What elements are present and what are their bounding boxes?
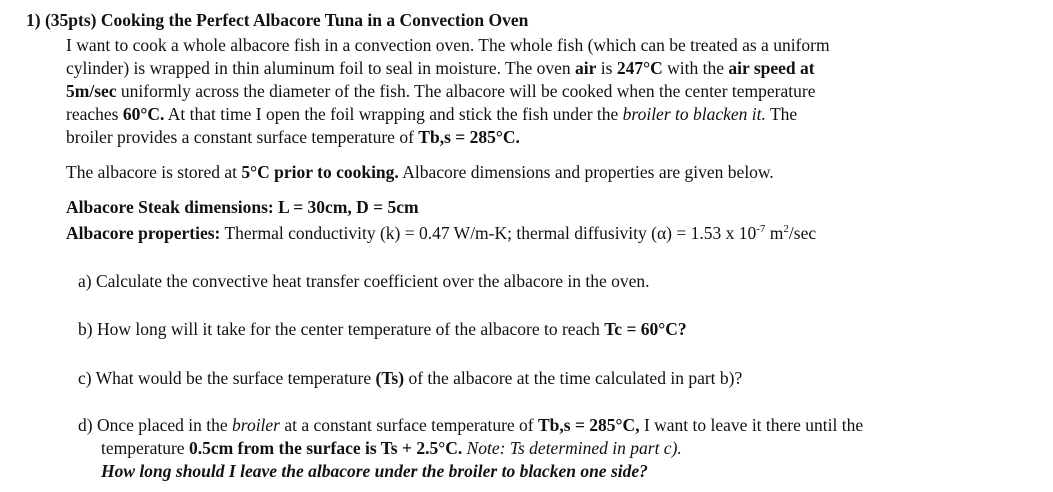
part-d-italic: Note: Ts determined in part c). <box>466 438 682 458</box>
dimensions-line <box>66 196 419 219</box>
dimensions-value: L = 30cm, D = 5cm <box>278 197 419 217</box>
intro-text: is <box>600 58 613 78</box>
question-points: (35pts) <box>44 10 97 30</box>
intro-line-4 <box>66 103 797 126</box>
part-b-text: b) How long will it take for the center temperature of the albacore to reach <box>78 319 600 339</box>
intro-text: uniformly across the diameter of the fish. The albacore will be cooked when the center temperature <box>120 81 816 101</box>
part-d-text: d) Once placed in the <box>78 415 228 435</box>
properties-unit: m <box>769 223 784 243</box>
intro-bold: air speed at <box>728 58 815 78</box>
intro-text: cylinder) is wrapped in thin aluminum foil to seal in moisture. The oven <box>66 58 571 78</box>
intro-bold: 247°C <box>616 58 663 78</box>
intro-text: At that time I open the foil wrapping and stick the fish under the <box>167 104 619 124</box>
part-c-text: c) What would be the surface temperature <box>78 368 372 388</box>
part-c <box>78 367 742 390</box>
storage-line <box>66 161 774 184</box>
intro-line-3 <box>66 80 815 103</box>
intro-text: broiler provides a constant surface temperature of <box>66 127 414 147</box>
part-d-line-1 <box>78 414 863 437</box>
properties-label: Albacore properties: <box>66 223 221 243</box>
intro-text: reaches <box>66 104 119 124</box>
problem-title <box>26 9 528 32</box>
intro-bold: 60°C. <box>122 104 165 124</box>
intro-line-5 <box>66 126 520 149</box>
intro-text: I want to cook a whole albacore fish in a convection oven. The whole fish (which can be treated as a uniform <box>66 35 830 55</box>
part-d-bold: 0.5cm from the surface is Ts + 2.5°C. <box>188 438 463 458</box>
part-d-text: I want to leave it there until the <box>643 415 864 435</box>
part-b <box>78 318 687 341</box>
storage-bold: 5°C prior to cooking. <box>241 162 399 182</box>
part-d-question: How long should I leave the albacore under the broiler to blacken one side? <box>101 461 648 481</box>
part-a-text: a) Calculate the convective heat transfer coefficient over the albacore in the oven. <box>78 271 650 291</box>
question-title: Cooking the Perfect Albacore Tuna in a Convection Oven <box>100 10 529 30</box>
properties-text: Thermal conductivity (k) = 0.47 W/m-K; thermal diffusivity (α) = 1.53 x 10 <box>224 223 757 243</box>
storage-text: Albacore dimensions and properties are given below. <box>402 162 774 182</box>
intro-line-1 <box>66 34 830 57</box>
properties-unit-exponent: 2 <box>783 223 789 235</box>
part-d-text: temperature <box>101 438 185 458</box>
intro-text: with the <box>667 58 724 78</box>
dimensions-label: Albacore Steak dimensions: <box>66 197 274 217</box>
properties-unit-tail: /sec <box>788 223 817 243</box>
part-d-line-3 <box>101 460 648 483</box>
part-d-text: at a constant surface temperature of <box>284 415 534 435</box>
part-c-bold: (Ts) <box>375 368 405 388</box>
properties-line <box>66 222 816 248</box>
part-c-text: of the albacore at the time calculated in part b)? <box>408 368 743 388</box>
intro-bold: 5m/sec <box>66 81 117 101</box>
intro-bold: air <box>575 58 597 78</box>
intro-italic: broiler to blacken it. <box>622 104 766 124</box>
question-number: 1) <box>26 10 41 30</box>
part-d-bold: Tb,s = 285°C, <box>538 415 640 435</box>
part-d-italic: broiler <box>232 415 280 435</box>
intro-line-2 <box>66 57 815 80</box>
part-a <box>78 270 650 293</box>
intro-text: The <box>769 104 798 124</box>
properties-exponent: -7 <box>756 223 766 235</box>
storage-text: The albacore is stored at <box>66 162 238 182</box>
intro-bold: Tb,s = 285°C. <box>418 127 520 147</box>
part-d-line-2 <box>101 437 682 460</box>
part-b-bold: Tc = 60°C? <box>604 319 687 339</box>
